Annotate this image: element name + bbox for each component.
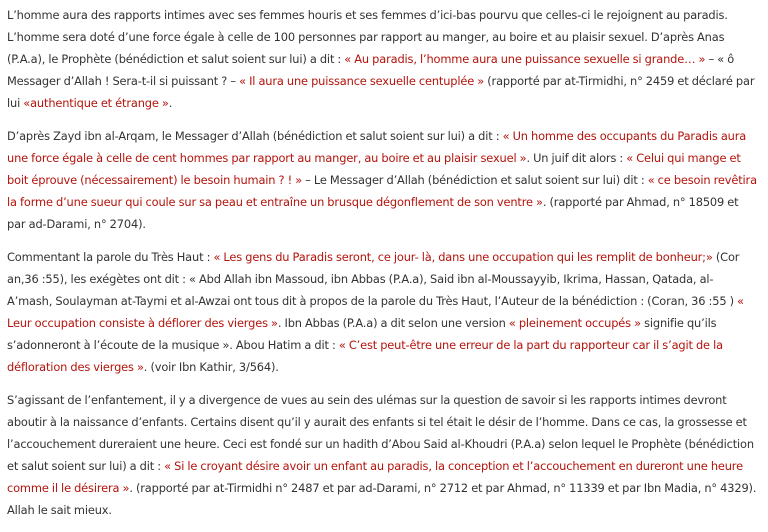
paragraph-2 xyxy=(7,125,757,235)
quote-segment: « Les gens du Paradis seront, ce jour- là, dans une occupation qui les remplit de bonheur;» xyxy=(213,250,713,264)
article-body xyxy=(7,4,757,532)
text-segment: . xyxy=(168,96,173,110)
text-segment: D’après Zayd ibn al-Arqam, le Messager d’Allah (bénédiction et salut soient sur lui) a dit : xyxy=(7,129,503,143)
text-segment: . Un juif dit alors : xyxy=(526,151,627,165)
quote-segment: « C’est peut-être une erreur de la part du rapporteur car il s’agit de la défloration des vierges » xyxy=(7,338,723,374)
quote-segment: « Si le croyant désire avoir un enfant au paradis, la conception et l’accouchement en dureront une heure comme il le désirera » xyxy=(7,459,743,495)
quote-segment: « Leur occupation consiste à déflorer des vierges » xyxy=(7,294,744,330)
quote-segment: « Au paradis, l’homme aura une puissance sexuelle si grande… » xyxy=(344,52,706,66)
text-segment: Commentant la parole du Très Haut : xyxy=(7,250,214,264)
text-segment: signifie qu’ils s’adonneront à l’écoute de la musique ». Abou Hatim a dit : xyxy=(7,316,717,352)
text-segment: (Cor an,36 :55), les exégètes ont dit : « Abd Allah ibn Massoud, ibn Abbas (P.A.a), Said ibn al-Moussayyib, Ikrima, Hassan, Qatada, al-A’mash, Soulayman at-Taymi et al-Awzai ont tous dit à propos de la parole du Très Haut, l’Auteur de la bénédiction : (Coran, 36 :55 ) xyxy=(7,250,740,308)
quote-segment: «authentique et étrange » xyxy=(23,96,169,110)
quote-segment: « pleinement occupés » xyxy=(508,316,641,330)
text-segment: – Le Messager d’Allah (bénédiction et salut soient sur lui) dit : xyxy=(302,173,648,187)
text-segment: . (rapporté par Ahmad, n° 18509 et par ad-Darami, n° 2704). xyxy=(7,195,739,231)
paragraph-4 xyxy=(7,389,757,521)
text-segment: . (voir Ibn Kathir, 3/564). xyxy=(143,360,279,374)
quote-segment: « ce besoin revêtira la forme d’une sueur qui coule sur sa peau et entraîne un brusque dégonflement de son ventre » xyxy=(7,173,757,209)
text-segment: – « ô Messager d’Allah ! Sera-t-il si puissant ? – xyxy=(7,52,735,88)
text-segment: . (rapporté par at-Tirmidhi n° 2487 et par ad-Darami, n° 2712 et par Ahmad, n° 11339 et par Ibn Madia, n° 4329). Allah le sait mieux. xyxy=(7,481,757,517)
text-segment: L’homme aura des rapports intimes avec ses femmes houris et ses femmes d’ici-bas pourvu que celles-ci le rejoignent au paradis. L’homme sera doté d’une force égale à celle de 100 personnes par rapport au manger, au boire et au plaisir sexuel. D’après Anas (P.A.a), le Prophète (bénédiction et salut soient sur lui) a dit : xyxy=(7,8,728,66)
paragraph-1 xyxy=(7,4,757,114)
text-segment: (rapporté par at-Tirmidhi, n° 2459 et déclaré par lui xyxy=(7,74,755,110)
paragraph-3 xyxy=(7,246,757,378)
quote-segment: « Celui qui mange et boit éprouve (nécessairement) le besoin humain ? ! » xyxy=(7,151,741,187)
quote-segment: « Un homme des occupants du Paradis aura une force égale à celle de cent hommes par rapport au manger, au boire et au plaisir sexuel » xyxy=(7,129,747,165)
text-segment: . Ibn Abbas (P.A.a) a dit selon une version xyxy=(277,316,509,330)
text-segment: S’agissant de l’enfantement, il y a divergence de vues au sein des ulémas sur la question de savoir si les rapports intimes devront aboutir à la naissance d’enfants. Certains disent qu’il y aurait des enfants si tel était le désir de l’homme. Dans ce cas, la grossesse et l’accouchement dureraient une heure. Ceci est fondé sur un hadith d’Abou Said al-Khoudri (P.A.a) selon lequel le Prophète (bénédiction et salut soient sur lui) a dit : xyxy=(7,393,754,473)
quote-segment: « Il aura une puissance sexuelle centuplée » xyxy=(239,74,485,88)
